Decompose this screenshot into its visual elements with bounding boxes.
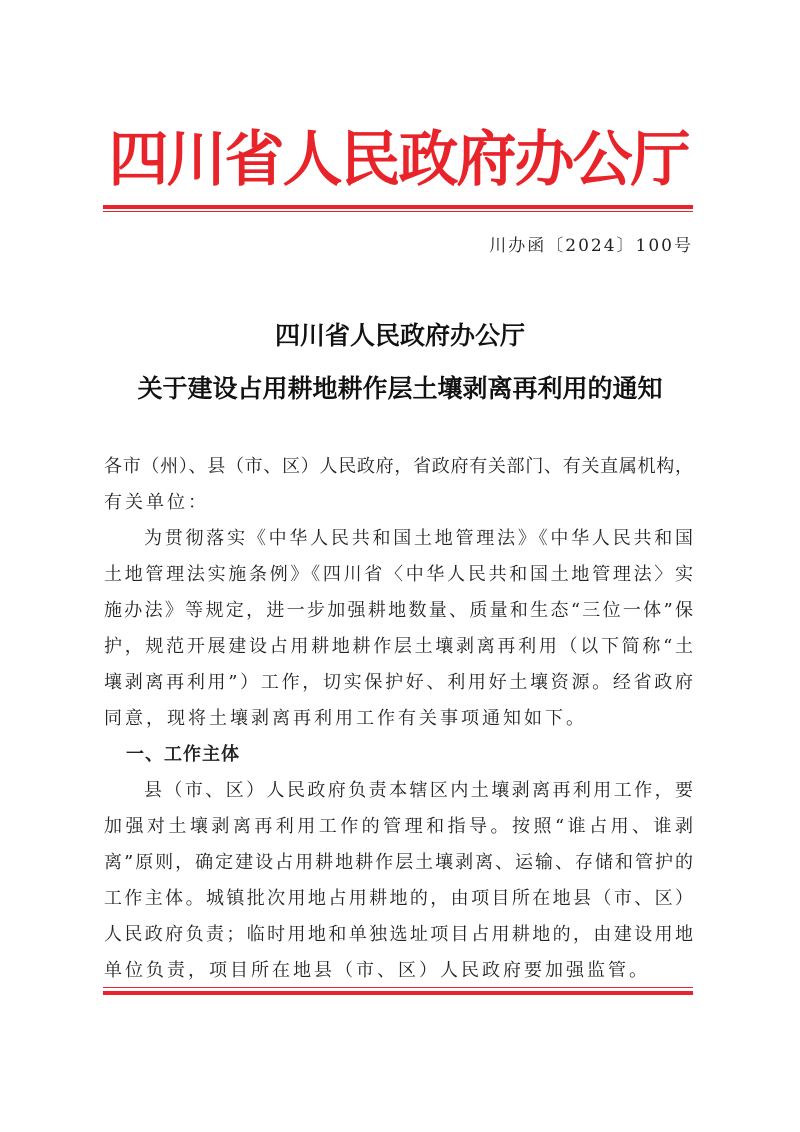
masthead-title: 四川省人民政府办公厅 xyxy=(108,125,689,195)
paragraph-line: 单位负责，项目所在地县（市、区）人民政府要加强监管。 xyxy=(104,960,650,981)
paragraph-line: 工作主体。城镇批次用地占用耕地的，由项目所在地县（市、区） xyxy=(104,888,693,909)
paragraph-line: 施办法》等规定，进一步加强耕地数量、质量和生态“三位一体”保 xyxy=(104,600,693,621)
paragraph-line: 为贯彻落实《中华人民共和国土地管理法》《中华人民共和国 xyxy=(144,528,693,549)
paragraph-line: 加强对土壤剥离再利用工作的管理和指导。按照“谁占用、谁剥 xyxy=(104,816,693,837)
paragraph-line: 离”原则，确定建设占用耕地耕作层土壤剥离、运输、存储和管护的 xyxy=(104,852,693,873)
document-title-line-2: 关于建设占用耕地耕作层土壤剥离再利用的通知 xyxy=(137,374,663,403)
header-thick-rule xyxy=(103,205,693,209)
paragraph-line: 人民政府负责；临时用地和单独选址项目占用耕地的，由建设用地 xyxy=(104,924,693,945)
footer-thin-rule xyxy=(103,987,693,988)
document-number: 川办函〔2024〕100号 xyxy=(489,236,693,256)
header-thin-rule xyxy=(103,211,693,212)
document-title-line-1: 四川省人民政府办公厅 xyxy=(274,321,525,350)
paragraph-line: 护，规范开展建设占用耕地耕作层土壤剥离再利用（以下简称“土 xyxy=(104,636,693,657)
footer-thick-rule xyxy=(103,991,693,995)
document-body xyxy=(104,449,693,989)
paragraph-line: 壤剥离再利用”）工作，切实保护好、利用好土壤资源。经省政府 xyxy=(104,672,693,693)
paragraph-line: 县（市、区）人民政府负责本辖区内土壤剥离再利用工作，要 xyxy=(144,780,693,801)
section-heading: 一、工作主体 xyxy=(126,744,240,765)
paragraph-line: 土地管理法实施条例》《四川省〈中华人民共和国土地管理法〉实 xyxy=(104,564,693,585)
paragraph-line: 同意，现将土壤剥离再利用工作有关事项通知如下。 xyxy=(104,708,587,729)
addressee-line: 各市（州）、县（市、区）人民政府，省政府有关部门、有关直属机构， xyxy=(104,456,693,477)
addressee-line: 有关单位： xyxy=(104,492,209,513)
